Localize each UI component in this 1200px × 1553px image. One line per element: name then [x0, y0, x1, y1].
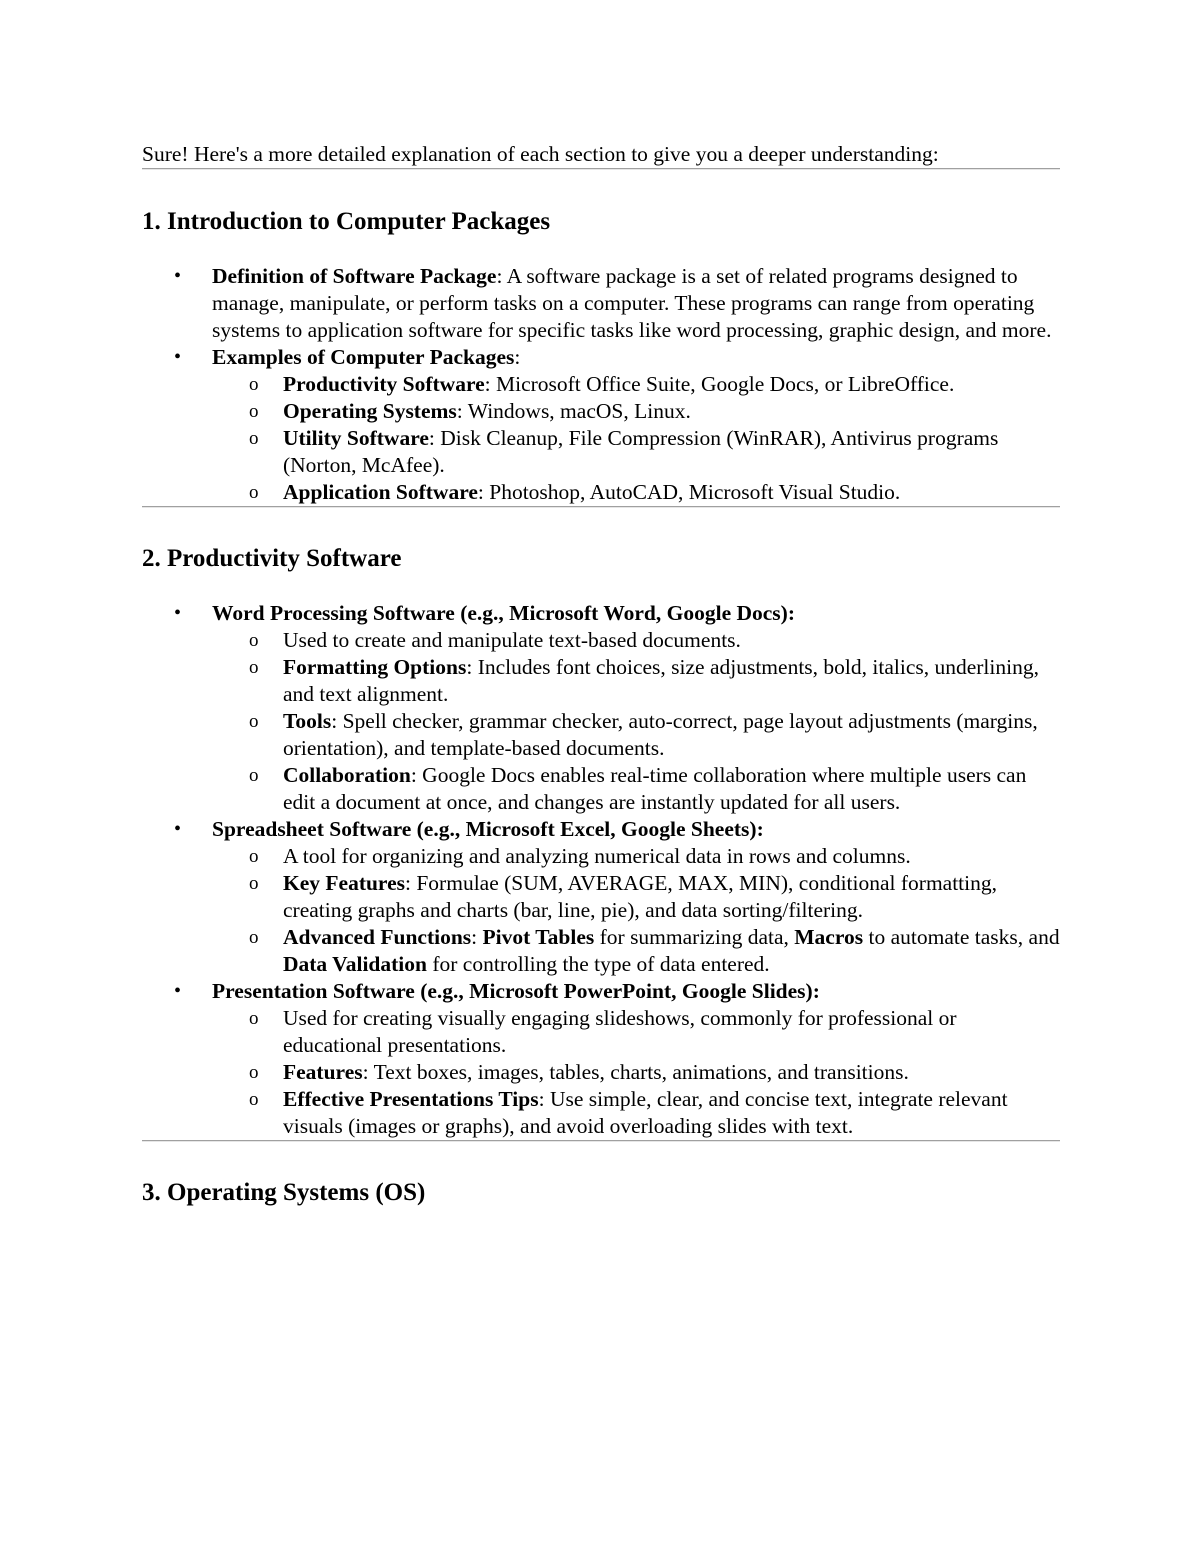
bullet-list — [142, 263, 1060, 506]
sub-item — [283, 924, 1060, 978]
item-label: Examples of Computer Packages — [212, 345, 515, 369]
term-macros: Macros — [794, 925, 864, 949]
sub-item — [283, 708, 1060, 762]
sub-list — [212, 843, 1060, 978]
item-text: : A software package is a set of related programs designed to manage, manipulate, or perform tasks on a computer. These programs can range from operating systems to application software for specific tasks like word processing, graphic design, and more. — [212, 264, 1052, 342]
section-heading-operating-systems: 3. Operating Systems (OS) — [142, 1179, 426, 1206]
sub-item-text: : Photoshop, AutoCAD, Microsoft Visual Studio. — [477, 480, 901, 504]
sub-item — [283, 1059, 1060, 1086]
sub-item-text: Used to create and manipulate text-based documents. — [283, 628, 741, 652]
sub-list — [212, 1005, 1060, 1140]
section-heading-productivity: 2. Productivity Software — [142, 545, 402, 572]
sub-item-label: Features — [283, 1060, 363, 1084]
list-item-definition — [212, 263, 1060, 344]
sub-item-label: Effective Presentations Tips — [283, 1087, 539, 1111]
sub-item-text: A tool for organizing and analyzing numerical data in rows and columns. — [283, 844, 911, 868]
sub-item-text: : Spell checker, grammar checker, auto-correct, page layout adjustments (margins, orientation), and template-based documents. — [283, 709, 1038, 760]
sub-item — [283, 627, 1060, 654]
sub-item — [283, 425, 1060, 479]
section-divider — [142, 1140, 1060, 1142]
sub-item-text: Used for creating visually engaging slideshows, commonly for professional or educational presentations. — [283, 1006, 957, 1057]
sub-item-text: for controlling the type of data entered. — [426, 952, 770, 976]
item-label: Definition of Software Package — [212, 264, 497, 288]
sub-item-label: Key Features — [283, 871, 405, 895]
section-divider — [142, 168, 1060, 170]
item-label: Word Processing Software (e.g., Microsoft Word, Google Docs): — [212, 601, 795, 625]
item-label: Presentation Software (e.g., Microsoft PowerPoint, Google Slides): — [212, 979, 820, 1003]
list-item-presentation — [212, 978, 1060, 1140]
sub-item — [283, 843, 1060, 870]
list-item-word-processing — [212, 600, 1060, 816]
sub-item-text: : Use simple, clear, and concise text, integrate relevant visuals (images or graphs), and avoid overloading slides with text. — [283, 1087, 1008, 1138]
sub-item-text: : Windows, macOS, Linux. — [456, 399, 691, 423]
sub-item-label: Formatting Options — [283, 655, 467, 679]
sub-item-text: : Includes font choices, size adjustments, bold, italics, underlining, and text alignment. — [283, 655, 1039, 706]
sub-item-label: Productivity Software — [283, 372, 485, 396]
sub-item-label: Application Software — [283, 480, 478, 504]
item-label: Spreadsheet Software (e.g., Microsoft Excel, Google Sheets): — [212, 817, 764, 841]
sub-list — [212, 371, 1060, 506]
sub-item-label: Utility Software — [283, 426, 429, 450]
document-content — [142, 141, 1060, 1208]
sub-item-text: : Text boxes, images, tables, charts, animations, and transitions. — [362, 1060, 909, 1084]
term-data-validation: Data Validation — [283, 952, 427, 976]
section-heading-intro-packages: 1. Introduction to Computer Packages — [142, 208, 551, 235]
sub-item-text: : Disk Cleanup, File Compression (WinRAR), Antivirus programs (Norton, McAfee). — [283, 426, 999, 477]
sub-item-text: for summarizing data, — [594, 925, 795, 949]
sub-item-label: Collaboration — [283, 763, 411, 787]
sub-item-text: : Formulae (SUM, AVERAGE, MAX, MIN), conditional formatting, creating graphs and charts (bar, line, pie), and data sorting/filtering. — [283, 871, 998, 922]
sub-item-text: : Microsoft Office Suite, Google Docs, or LibreOffice. — [484, 372, 955, 396]
list-item-examples — [212, 344, 1060, 506]
section-divider — [142, 506, 1060, 508]
sub-item-text: : — [471, 925, 483, 949]
intro-paragraph: Sure! Here's a more detailed explanation of each section to give you a deeper understanding: — [142, 142, 939, 166]
bullet-list — [142, 600, 1060, 1140]
sub-item — [283, 371, 1060, 398]
sub-item-label: Advanced Functions — [283, 925, 472, 949]
sub-item-label: Tools — [283, 709, 332, 733]
sub-item — [283, 1086, 1060, 1140]
sub-item — [283, 870, 1060, 924]
term-pivot-tables: Pivot Tables — [482, 925, 595, 949]
sub-item-label: Operating Systems — [283, 399, 457, 423]
sub-item — [283, 1005, 1060, 1059]
list-item-spreadsheet — [212, 816, 1060, 978]
sub-item — [283, 762, 1060, 816]
sub-item — [283, 479, 1060, 506]
sub-item-text: to automate tasks, and — [863, 925, 1060, 949]
sub-item — [283, 654, 1060, 708]
item-text: : — [514, 345, 521, 369]
sub-list — [212, 627, 1060, 816]
sub-item — [283, 398, 1060, 425]
sub-item-text: : Google Docs enables real-time collaboration where multiple users can edit a document at once, and changes are instantly updated for all users. — [283, 763, 1027, 814]
